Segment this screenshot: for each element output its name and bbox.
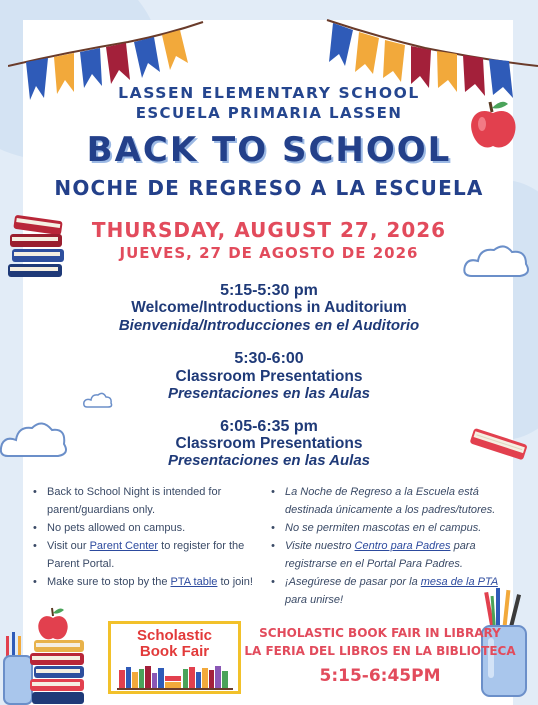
schedule-event-es: Presentaciones en las Aulas [167, 385, 371, 402]
parent-center-link-es[interactable]: Centro para Padres [354, 540, 451, 552]
note-text: Visite nuestro [285, 540, 355, 552]
note-text: to join! [217, 576, 253, 588]
pta-table-link[interactable]: PTA table [170, 576, 218, 588]
book-fair-logo [108, 621, 241, 694]
book-fair-title-es: LA FERIA DEL LIBROS EN LA BIBLIOTECA [244, 644, 516, 658]
note-text: para unirse! [285, 594, 344, 606]
schedule-event-es: Bienvenida/Introducciones en el Auditorio [118, 317, 420, 334]
bookshelf-icon [117, 664, 233, 690]
notes-list-en [33, 483, 255, 591]
list-item [271, 537, 507, 573]
note-text: Visit our [47, 540, 90, 552]
schedule-event-es: Presentaciones en las Aulas [167, 452, 371, 469]
list-item [33, 519, 255, 537]
book-fair-time: 5:15-6:45PM [319, 666, 441, 686]
note-text: para registrarse en el Portal Para Padres. [285, 540, 476, 570]
schedule-event-en: Classroom Presentations [175, 368, 363, 385]
note-text: No pets allowed on campus. [47, 522, 186, 534]
list-item [271, 483, 507, 519]
schedule-event-en: Welcome/Introductions in Auditorium [131, 299, 407, 316]
list-item [33, 483, 255, 519]
school-name-es: ESCUELA PRIMARIA LASSEN [135, 104, 403, 122]
school-name-en: LASSEN ELEMENTARY SCHOOL [118, 84, 420, 102]
list-item [33, 537, 255, 573]
page-subtitle: NOCHE DE REGRESO A LA ESCUELA [54, 176, 484, 200]
note-text: Make sure to stop by the [47, 576, 171, 588]
notes-list-es [271, 483, 507, 609]
schedule-time: 6:05-6:35 pm [220, 418, 318, 435]
schedule-time: 5:30-6:00 [234, 350, 304, 367]
note-text: La Noche de Regreso a la Escuela está destinada únicamente a los padres/tutores. [285, 486, 496, 516]
list-item [271, 519, 507, 537]
books-apple-icon [2, 606, 90, 705]
note-text: Back to School Night is intended for parent/guardians only. [47, 486, 222, 516]
page-title: BACK TO SCHOOL [86, 130, 452, 170]
note-text: No se permiten mascotas en el campus. [285, 522, 482, 534]
note-text: ¡Asegúrese de pasar por la [285, 576, 421, 588]
event-date-es: JUEVES, 27 DE AGOSTO DE 2026 [119, 244, 419, 262]
list-item [33, 573, 255, 591]
event-date-en: THURSDAY, AUGUST 27, 2026 [91, 218, 447, 242]
book-fair-title-en: SCHOLASTIC BOOK FAIR IN LIBRARY [259, 626, 501, 640]
note-text: to register for the Parent Portal. [47, 540, 245, 570]
schedule-time: 5:15-5:30 pm [220, 282, 318, 299]
book-fair-logo-line1: Scholastic [136, 627, 213, 644]
list-item [271, 573, 507, 609]
parent-center-link[interactable]: Parent Center [89, 540, 159, 552]
schedule-event-en: Classroom Presentations [175, 435, 363, 452]
book-fair-logo-line2: Book Fair [139, 643, 210, 660]
pta-table-link-es[interactable]: mesa de la PTA [420, 576, 498, 588]
